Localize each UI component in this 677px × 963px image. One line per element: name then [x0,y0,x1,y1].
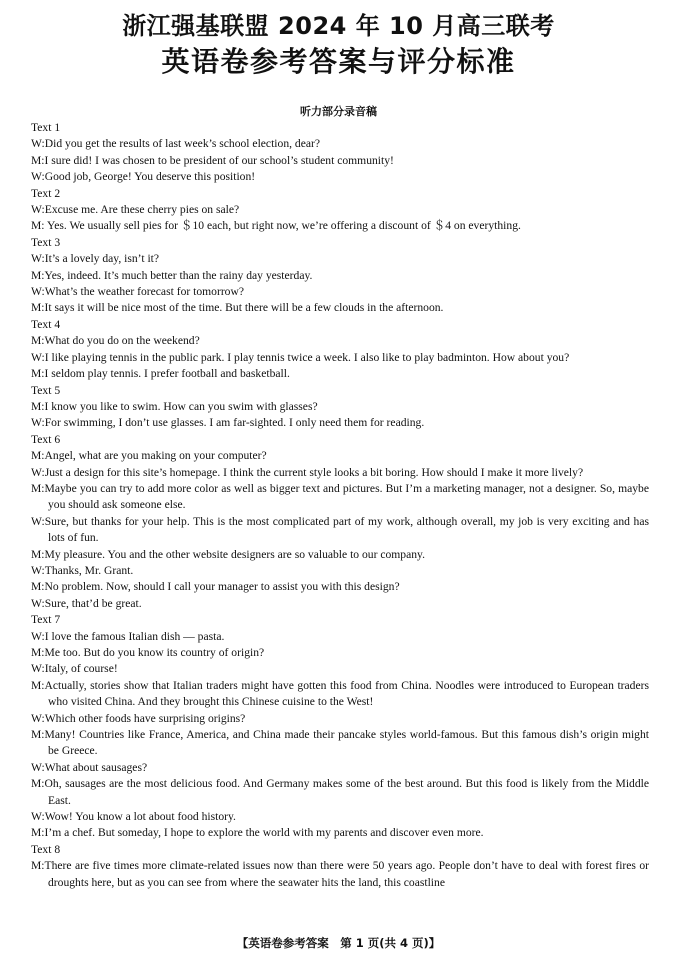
page-footer: 【英语卷参考答案 第 1 页(共 4 页)】 [236,936,441,950]
dialogue-line: W:For swimming, I don’t use glasses. I am far-sighted. I only need them for reading. [31,416,425,430]
dialogue-line: M:No problem. Now, should I call your manager to assist you with this design? [31,580,400,594]
text-label: Text 8 [31,842,61,856]
dialogue-line: M:Maybe you can try to add more color as well as bigger text and pictures. But I’m a marketing manager, not a designer. So, maybe you should ask someone else. [31,481,649,512]
answer-key-title: 英语卷参考答案与评分标准 [161,45,516,78]
text-label: Text 6 [31,432,61,446]
dialogue-line: W:I like playing tennis in the public park. I play tennis twice a week. I also like to play badminton. How about you? [31,350,570,364]
dialogue-line: W:Wow! You know a lot about food history. [31,810,236,824]
dialogue-line: M:Me too. But do you know its country of origin? [31,646,265,659]
dialogue-line: W:Sure, but thanks for your help. This is the most complicated part of my work, although overall, my job is very exciting and has lots of fun. [31,514,649,545]
dialogue-line: W:Italy, of course! [31,662,118,676]
dialogue-line: M: Yes. We usually sell pies for ＄10 each, but right now, we’re offering a discount of ＄4 on everything. [31,219,521,233]
dialogue-line: W:Which other foods have surprising origins? [31,711,246,725]
dialogue-line: W:What’s the weather forecast for tomorrow? [31,285,244,299]
text-label: Text 7 [31,613,61,627]
dialogue-line: W:Sure, that’d be great. [31,596,142,610]
dialogue-line: M:Yes, indeed. It’s much better than the rainy day yesterday. [31,268,313,282]
exam-title: 浙江强基联盟 2024 年 10 月高三联考 [122,12,555,40]
dialogue-line: M:There are five times more climate-related issues now than there were 50 years ago. People don’t have to deal with forest fires or droughts here, but as you can see from where the seawater hits the land, this coastline [31,859,649,889]
dialogue-line: M:Actually, stories show that Italian traders might have gotten this food from China. Noodles were introduced to European traders who visited China. And they brought this Chinese cuisine to the West! [31,678,649,709]
dialogue-line: M:I seldom play tennis. I prefer football and basketball. [31,367,290,381]
dialogue-line: M:I know you like to swim. How can you swim with glasses? [31,399,318,413]
dialogue-line: M:Many! Countries like France, America, and China made their pancake styles world-famous. But this famous dish’s origin might be Greece. [31,728,649,758]
text-label: Text 5 [31,383,61,397]
dialogue-line: M:Oh, sausages are the most delicious food. And Germany makes some of the best around. But this food is likely from the Middle East. [31,777,649,807]
dialogue-line: W:Good job, George! You deserve this position! [31,170,256,184]
dialogue-line: W:What about sausages? [31,760,148,774]
dialogue-line: W:It’s a lovely day, isn’t it? [31,252,160,266]
section-heading: 听力部分录音稿 [300,105,377,118]
text-label: Text 2 [31,186,61,200]
dialogue-line: M:It says it will be nice most of the time. But there will be a few clouds in the afternoon. [31,301,444,315]
dialogue-line: W:Thanks, Mr. Grant. [31,563,134,577]
dialogue-line: M:I’m a chef. But someday, I hope to explore the world with my parents and discover even more. [31,826,484,840]
text-label: Text 4 [31,317,61,331]
text-label: Text 1 [31,121,61,134]
dialogue-line: W:Just a design for this site’s homepage. I think the current style looks a bit boring. How should I make it more lively? [31,465,584,479]
dialogue-line: W:Excuse me. Are these cherry pies on sale? [31,203,240,217]
listening-transcript [31,120,649,891]
dialogue-line: M:I sure did! I was chosen to be president of our school’s student community! [31,153,394,167]
dialogue-line: W:I love the famous Italian dish — pasta. [31,629,225,643]
dialogue-line: W:Did you get the results of last week’s school election, dear? [31,137,321,151]
dialogue-line: M:What do you do on the weekend? [31,334,200,348]
dialogue-line: M:Angel, what are you making on your computer? [31,449,267,463]
dialogue-line: M:My pleasure. You and the other website designers are so valuable to our company. [31,547,425,561]
text-label: Text 3 [31,235,61,249]
